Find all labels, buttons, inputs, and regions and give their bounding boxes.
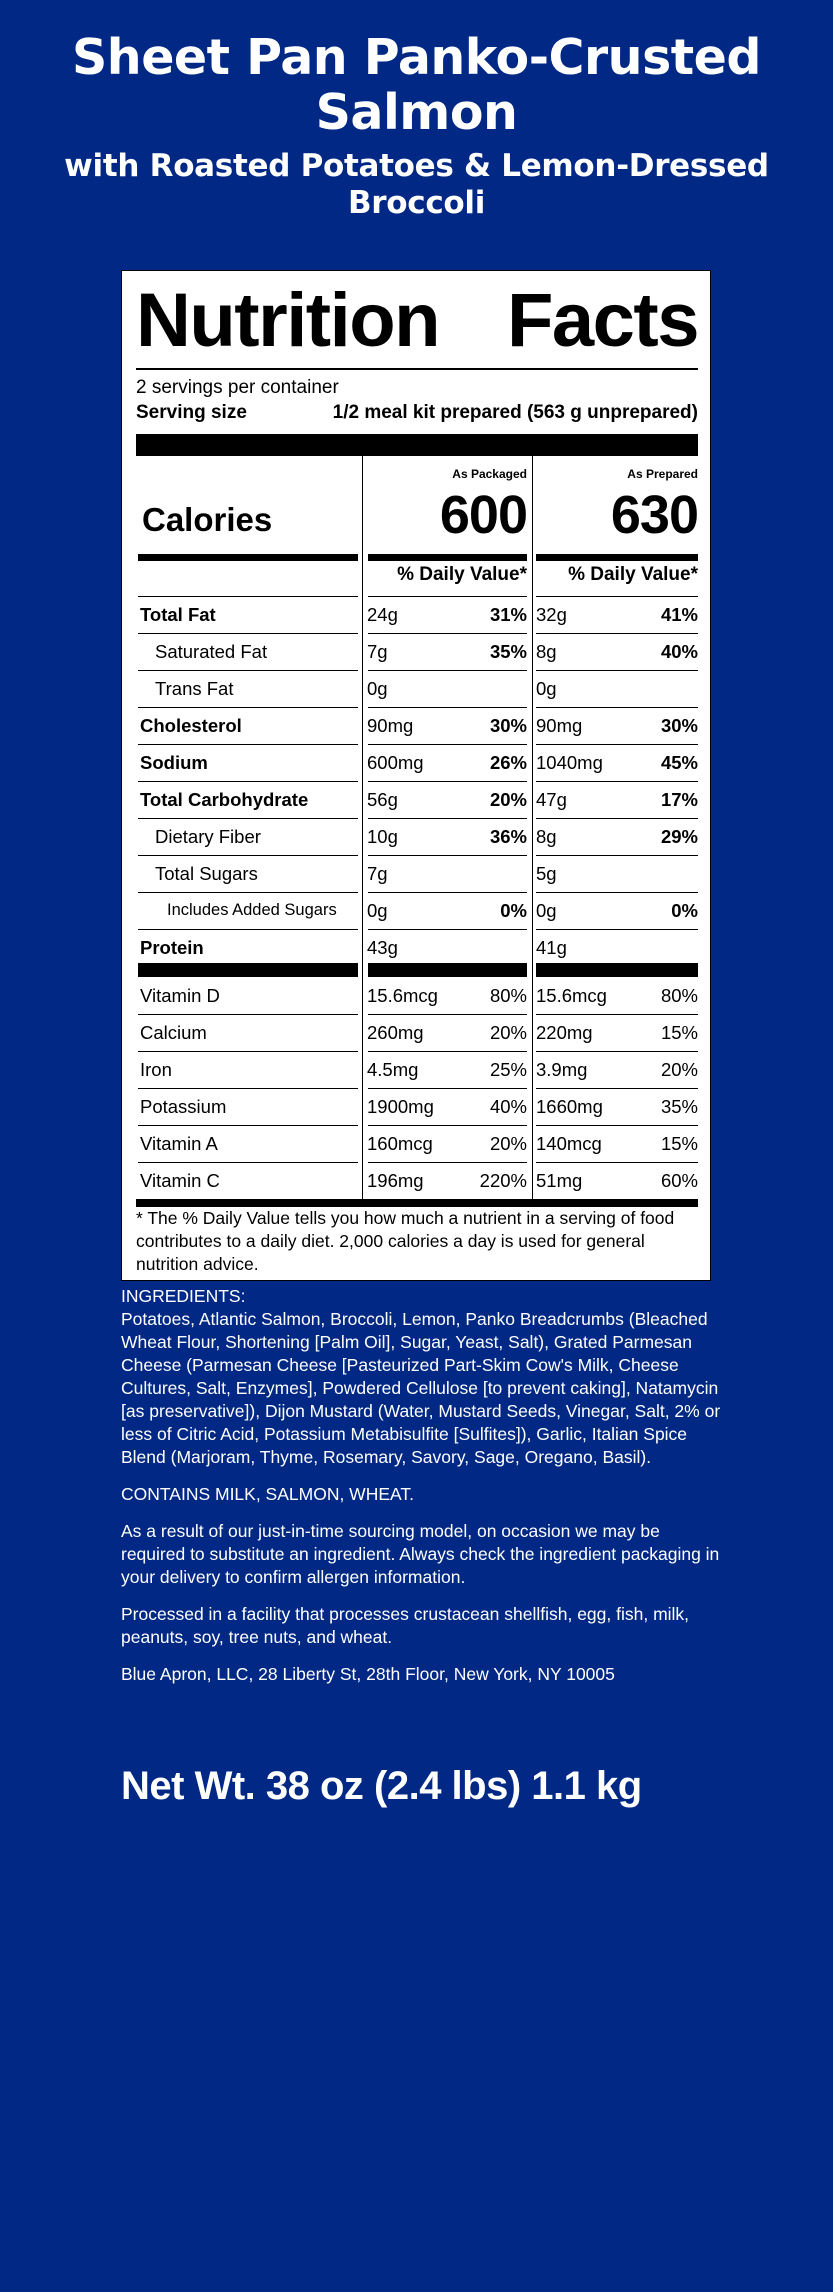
column-heading-prepared: As Prepared [627, 467, 698, 481]
daily-value-as-prepared: 41% [660, 604, 698, 625]
thick-bar-top [136, 434, 698, 456]
nutrient-row [136, 929, 698, 966]
amount-as-packaged: 0g [367, 678, 388, 699]
amount-as-prepared: 0g [536, 900, 557, 921]
amount-as-prepared: 90mg [536, 715, 583, 736]
nutrient-name: Vitamin A [140, 1133, 218, 1154]
daily-value-as-packaged [372, 929, 527, 966]
vitamin-bar-prepared [536, 963, 698, 977]
nutrient-name: Cholesterol [140, 715, 242, 736]
nutrient-name: Total Sugars [155, 863, 258, 884]
daily-value-heading-prepared: % Daily Value* [568, 564, 698, 585]
nutrient-row [136, 781, 698, 818]
daily-value-as-prepared: 45% [660, 752, 698, 773]
servings-per-container: 2 servings per container [136, 377, 339, 398]
daily-value-as-packaged: 30% [489, 715, 527, 736]
footnote-bar [136, 1199, 698, 1207]
nutrient-name: Potassium [140, 1096, 227, 1117]
daily-value-as-packaged: 220% [479, 1170, 527, 1191]
daily-value-as-prepared [540, 855, 698, 892]
nutrition-facts-label [121, 270, 711, 1281]
nutrient-name: Vitamin C [140, 1170, 220, 1191]
nutrient-name: Trans Fat [155, 678, 234, 699]
vitamin-row [136, 977, 698, 1014]
daily-value-as-prepared: 20% [660, 1059, 698, 1080]
nutrient-row [136, 596, 698, 633]
amount-as-packaged: 160mcg [367, 1133, 433, 1154]
amount-as-packaged: 43g [367, 937, 398, 958]
daily-value-as-packaged: 26% [489, 752, 527, 773]
daily-value-heading-packaged: % Daily Value* [397, 564, 527, 585]
vitamin-row [136, 1088, 698, 1125]
daily-value-as-packaged: 25% [489, 1059, 527, 1080]
daily-value-as-packaged: 31% [489, 604, 527, 625]
daily-value-as-packaged: 35% [489, 641, 527, 662]
nutrient-name: Sodium [140, 752, 208, 773]
nutrient-name: Calcium [140, 1022, 207, 1043]
nutrient-row [136, 633, 698, 670]
amount-as-prepared: 5g [536, 863, 557, 884]
title-word-facts: Facts [506, 278, 698, 363]
amount-as-prepared: 51mg [536, 1170, 583, 1191]
calories-bar-label [138, 554, 358, 561]
amount-as-prepared: 220mg [536, 1022, 593, 1043]
amount-as-packaged: 56g [367, 789, 398, 810]
daily-value-as-packaged: 20% [489, 789, 527, 810]
nutrient-row [136, 707, 698, 744]
calories-prepared: 630 [610, 485, 698, 545]
daily-value-as-packaged: 20% [489, 1022, 527, 1043]
amount-as-packaged: 7g [367, 863, 388, 884]
amount-as-packaged: 24g [367, 604, 398, 625]
daily-value-as-packaged: 40% [489, 1096, 527, 1117]
nutrient-row [136, 744, 698, 781]
amount-as-packaged: 15.6mcg [367, 985, 438, 1006]
title-word-nutrition: Nutrition [136, 278, 440, 363]
recipe-title: Sheet Pan Panko-Crusted Salmon [72, 29, 761, 141]
daily-value-as-packaged: 36% [489, 826, 527, 847]
nutrient-name: Total Fat [140, 604, 216, 625]
nutrient-name: Vitamin D [140, 985, 220, 1006]
amount-as-packaged: 600mg [367, 752, 424, 773]
daily-value-as-prepared: 17% [660, 789, 698, 810]
allergen-contains: CONTAINS MILK, SALMON, WHEAT. [121, 1484, 414, 1504]
daily-value-as-prepared [540, 929, 698, 966]
calories-label: Calories [142, 501, 273, 538]
daily-value-as-prepared: 60% [660, 1170, 698, 1191]
amount-as-packaged: 1900mg [367, 1096, 434, 1117]
amount-as-prepared: 47g [536, 789, 567, 810]
ingredients-section [121, 1285, 721, 1469]
vitamin-row [136, 1051, 698, 1088]
recipe-subtitle: with Roasted Potatoes & Lemon-Dressed Broccoli [64, 148, 769, 221]
nutrient-row [136, 818, 698, 855]
vitamin-row [136, 1162, 698, 1199]
recipe-header [0, 30, 833, 222]
daily-value-as-prepared: 35% [660, 1096, 698, 1117]
daily-value-as-prepared: 15% [660, 1133, 698, 1154]
nutrient-name: Protein [140, 937, 204, 958]
daily-value-as-packaged: 80% [489, 985, 527, 1006]
daily-value-as-prepared: 30% [660, 715, 698, 736]
serving-size-label: Serving size [136, 402, 247, 423]
calories-bar-prepared [536, 554, 698, 561]
net-weight: Net Wt. 38 oz (2.4 lbs) 1.1 kg [121, 1764, 642, 1808]
ingredients-heading: INGREDIENTS: [121, 1286, 246, 1306]
nutrient-name: Total Carbohydrate [140, 789, 309, 810]
company-address: Blue Apron, LLC, 28 Liberty St, 28th Floor, New York, NY 10005 [121, 1664, 615, 1684]
nutrient-row [136, 892, 698, 929]
nutrient-row [136, 855, 698, 892]
serving-size-row [136, 402, 698, 424]
daily-value-as-prepared: 40% [660, 641, 698, 662]
nutrient-row [136, 670, 698, 707]
vitamin-bar-label [138, 963, 358, 977]
facility-notice: Processed in a facility that processes crustacean shellfish, egg, fish, milk, peanuts, soy, tree nuts, and wheat. [121, 1604, 690, 1647]
amount-as-packaged: 90mg [367, 715, 414, 736]
calories-packaged: 600 [439, 485, 527, 545]
amount-as-prepared: 15.6mcg [536, 985, 607, 1006]
vitamin-row [136, 1014, 698, 1051]
daily-value-as-prepared: 15% [660, 1022, 698, 1043]
product-info [121, 1285, 721, 1700]
amount-as-prepared: 140mcg [536, 1133, 602, 1154]
daily-value-as-prepared: 80% [660, 985, 698, 1006]
daily-value-as-prepared: 29% [660, 826, 698, 847]
calories-bar-packaged [368, 554, 527, 561]
nutrition-facts-title [136, 278, 698, 363]
amount-as-packaged: 4.5mg [367, 1059, 419, 1080]
amount-as-prepared: 1040mg [536, 752, 603, 773]
amount-as-prepared: 41g [536, 937, 567, 958]
daily-value-as-packaged [372, 855, 527, 892]
amount-as-packaged: 260mg [367, 1022, 424, 1043]
nutrient-name: Dietary Fiber [155, 826, 261, 847]
daily-value-as-packaged: 0% [500, 900, 527, 921]
daily-value-as-packaged: 20% [489, 1133, 527, 1154]
amount-as-prepared: 0g [536, 678, 557, 699]
amount-as-prepared: 32g [536, 604, 567, 625]
daily-value-as-prepared: 0% [671, 900, 698, 921]
vitamin-bar-packaged [368, 963, 527, 977]
nutrient-name: Includes Added Sugars [167, 901, 337, 919]
amount-as-packaged: 10g [367, 826, 398, 847]
amount-as-packaged: 7g [367, 641, 388, 662]
amount-as-prepared: 8g [536, 826, 557, 847]
nutrient-name: Iron [140, 1059, 172, 1080]
amount-as-prepared: 8g [536, 641, 557, 662]
title-rule [136, 368, 698, 370]
ingredients-list: Potatoes, Atlantic Salmon, Broccoli, Lemon, Panko Breadcrumbs (Bleached Wheat Flour, Shortening [Palm Oil], Sugar, Yeast, Salt), Grated Parmesan Cheese (Parmesan Cheese [Pasteurized Part-Skim Cow's Milk, Cheese Cultures, Salt, Enzymes], Powdered Cellulose [to prevent caking], Natamycin [as preservative]), Dijon Mustard (Water, Mustard Seeds, Vinegar, Salt, 2% or less of Citric Acid, Potassium Metabisulfite [Sulfites]), Garlic, Italian Spice Blend (Marjoram, Thyme, Rosemary, Savory, Sage, Oregano, Basil). [121, 1309, 721, 1467]
amount-as-prepared: 1660mg [536, 1096, 603, 1117]
daily-value-footnote: * The % Daily Value tells you how much a nutrient in a serving of food contributes to a daily diet. 2,000 calories a day is used for general nutrition advice. [136, 1208, 675, 1274]
daily-value-as-prepared [540, 670, 698, 707]
amount-as-prepared: 3.9mg [536, 1059, 588, 1080]
nutrient-name: Saturated Fat [155, 641, 268, 662]
amount-as-packaged: 0g [367, 900, 388, 921]
amount-as-packaged: 196mg [367, 1170, 424, 1191]
daily-value-as-packaged [372, 670, 527, 707]
substitution-notice: As a result of our just-in-time sourcing model, on occasion we may be required to substitute an ingredient. Always check the ingredient packaging in your delivery to confirm allergen information. [121, 1521, 720, 1587]
vitamin-row [136, 1125, 698, 1162]
column-heading-packaged: As Packaged [452, 467, 527, 481]
serving-size-value: 1/2 meal kit prepared (563 g unprepared) [332, 402, 698, 423]
